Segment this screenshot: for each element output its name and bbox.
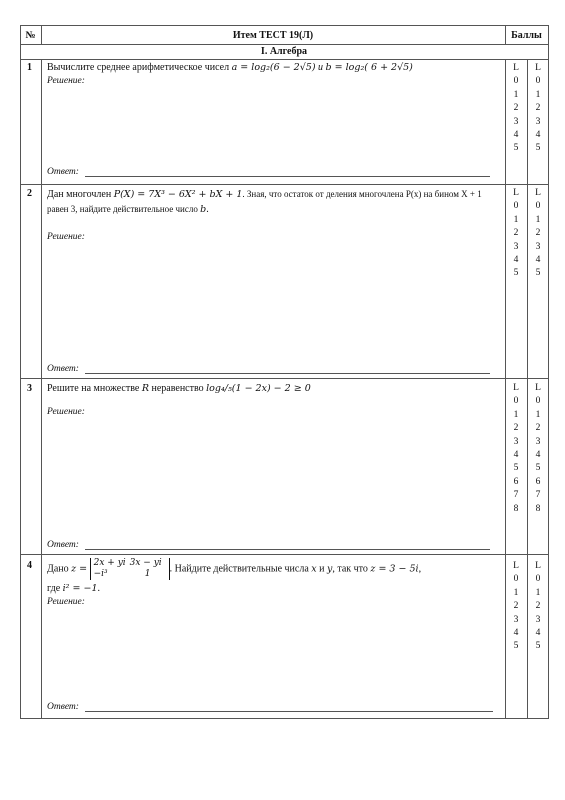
question-3-answer-label: Ответ:	[47, 540, 79, 550]
question-1-scores-left: L 0 1 2 3 4 5	[513, 63, 519, 154]
question-3-answer-line[interactable]	[85, 549, 490, 550]
question-2-scores-left: L 0 1 2 3 4 5	[513, 188, 519, 279]
section-title: I. Алгебра	[260, 46, 308, 57]
question-1-answer-label: Ответ:	[47, 167, 79, 177]
question-1-answer-line[interactable]	[85, 176, 490, 177]
question-2-answer-line[interactable]	[85, 373, 490, 374]
question-3-number: 3	[27, 383, 32, 394]
question-4-answer-label: Ответ:	[47, 702, 79, 712]
question-1-number: 1	[27, 62, 32, 73]
question-2-scores-right: L 0 1 2 3 4 5	[535, 188, 541, 279]
question-4-determinant: 2x + yi 3x − yi −i³ 1	[90, 558, 170, 580]
question-2-text: Дан многочлен P(X) = 7X³ − 6X² + bX + 1. Зная, что остаток от деления многочлена P(x) на бином X + 1 равен 3, найдите действительное число b.	[47, 189, 482, 215]
question-3-scores-left: L 0 1 2 3 4 5 6 7 8	[513, 383, 519, 514]
question-3-text: Решите на множестве R неравенство log₄/₅(1 − 2x) − 2 ≥ 0	[47, 383, 311, 394]
question-4-text-line2: где i² = −1.	[47, 583, 100, 594]
question-4-text: Дано z = 2x + yi 3x − yi −i³ 1 . Найдите действительные числа x и y, так что z = 3 − 5i,	[47, 558, 422, 579]
question-3-scores-right: L 0 1 2 3 4 5 6 7 8	[535, 383, 541, 514]
question-4-solution-label: Решение:	[47, 597, 85, 607]
question-1-solution-label: Решение:	[47, 76, 85, 86]
header-points: Баллы	[511, 30, 542, 41]
header-number: №	[25, 30, 36, 41]
question-1-text: Вычислите среднее арифметическое чисел a = log₂(6 − 2√5) и b = log₂( 6 + 2√5)	[47, 62, 413, 73]
question-4-answer-line[interactable]	[85, 711, 493, 712]
question-2-number: 2	[27, 188, 32, 199]
question-4-scores-left: L 0 1 2 3 4 5	[513, 561, 519, 652]
question-2-answer-label: Ответ:	[47, 364, 79, 374]
question-1-scores-right: L 0 1 2 3 4 5	[535, 63, 541, 154]
page-title: Итем ТЕСТ 19(Л)	[232, 30, 314, 41]
question-4-scores-right: L 0 1 2 3 4 5	[535, 561, 541, 652]
question-3-solution-label: Решение:	[47, 407, 85, 417]
question-4-number: 4	[27, 560, 32, 571]
question-2-solution-label: Решение:	[47, 232, 85, 242]
